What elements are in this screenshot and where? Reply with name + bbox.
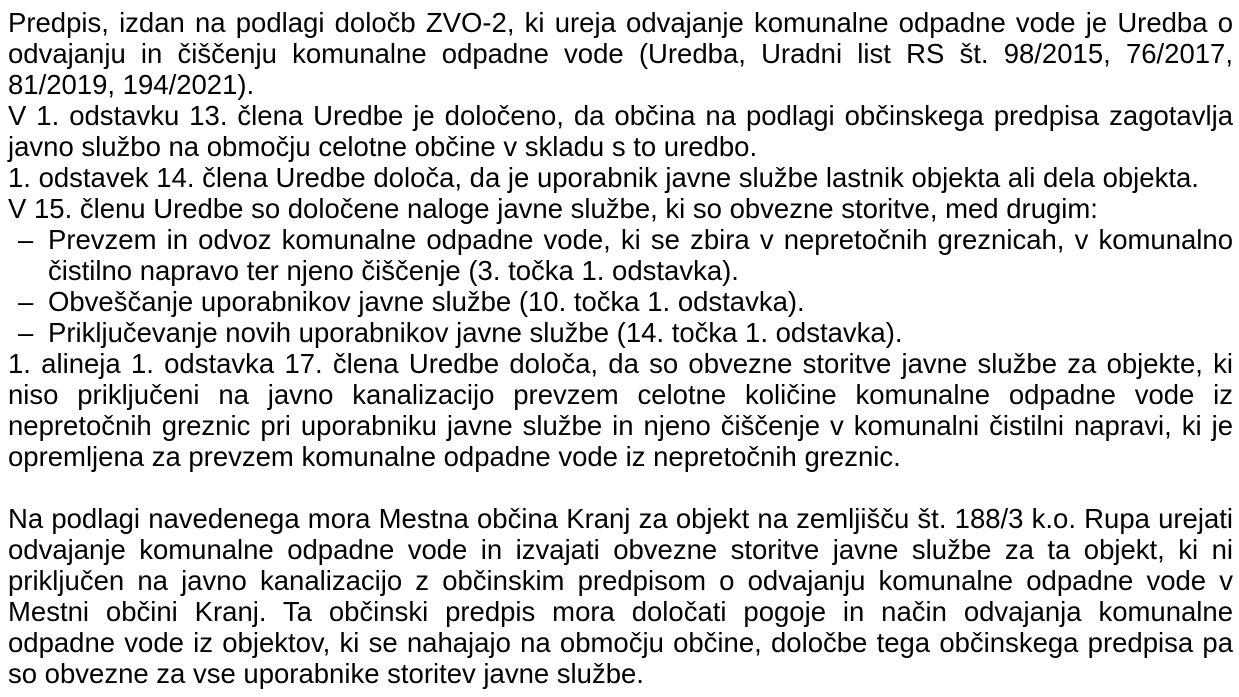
list-item [8, 286, 1233, 317]
paragraph: Na podlagi navedenega mora Mestna občina Kranj za objekt na zemljišču št. 188/3 k.o. Rupa urejati odvajanje komunalne odpadne vode in izvajati obvezne storitve javne službe za ta objekt, ki ni priključen na javno kanalizacijo z občinskim predpisom o odvajanju komunalne odpadne vode v Mestni občini Kranj. Ta občinski predpis mora določati pogoje in način odvajanja komunalne odpadne vode iz objektov, ki se nahajajo na območju občine, določbe tega občinskega predpisa pa so obvezne za vse uporabnike storitev javne službe. [8, 503, 1233, 689]
list-item [8, 224, 1233, 286]
paragraph: V 1. odstavku 13. člena Uredbe je določeno, da občina na podlagi občinskega predpisa zagotavlja javno službo na območju celotne občine v skladu s to uredbo. [8, 100, 1233, 162]
dash-bullet-icon: – [18, 224, 34, 255]
list-item-text: Priključevanje novih uporabnikov javne službe (14. točka 1. odstavka). [48, 317, 903, 348]
document-body [8, 7, 1233, 689]
dash-bullet-icon: – [18, 317, 34, 348]
paragraph: V 15. členu Uredbe so določene naloge javne službe, ki so obvezne storitve, med drugim: [8, 193, 1098, 224]
list-item-text: Prevzem in odvoz komunalne odpadne vode, ki se zbira v nepretočnih greznicah, v komunalno čistilno napravo ter njeno čiščenje (3. točka 1. odstavka). [48, 224, 1233, 286]
list-item-text: Obveščanje uporabnikov javne službe (10. točka 1. odstavka). [48, 286, 805, 317]
paragraph: 1. odstavek 14. člena Uredbe določa, da je uporabnik javne službe lastnik objekta ali dela objekta. [8, 162, 1199, 193]
paragraph: Predpis, izdan na podlagi določb ZVO-2, ki ureja odvajanje komunalne odpadne vode je Uredba o odvajanju in čiščenju komunalne odpadne vode (Uredba, Uradni list RS št. 98/2015, 76/2017, 81/2019, 194/2021). [8, 7, 1233, 100]
paragraph: 1. alineja 1. odstavka 17. člena Uredbe določa, da so obvezne storitve javne službe za objekte, ki niso priključeni na javno kanalizacijo prevzem celotne količine komunalne odpadne vode iz nepretočnih greznic pri uporabniku javne službe in njeno čiščenje v komunalni čistilni napravi, ki je opremljena za prevzem komunalne odpadne vode iz nepretočnih greznic. [8, 348, 1233, 472]
dash-bullet-icon: – [18, 286, 34, 317]
list-item [8, 317, 1233, 348]
bullet-list [8, 224, 1233, 348]
